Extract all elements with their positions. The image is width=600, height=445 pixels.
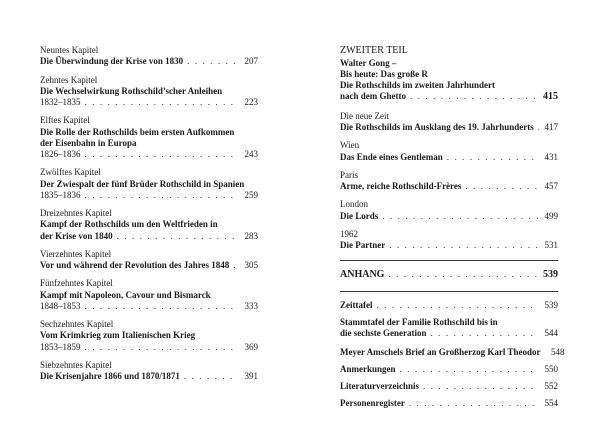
- dot-leader: [184, 371, 238, 382]
- toc-entry-appendix[interactable]: [340, 269, 558, 282]
- toc-entry-section-london[interactable]: [340, 199, 558, 222]
- section-label: Wien: [340, 140, 360, 151]
- dot-leader: [423, 381, 538, 392]
- dot-leader: [400, 364, 538, 375]
- chapter-label: Siebzehntes Kapitel: [40, 359, 112, 370]
- page-number: 259: [244, 189, 258, 200]
- chapter-years: 1848–1853: [40, 300, 81, 311]
- dot-leader: [117, 231, 238, 242]
- appendix-section: [340, 269, 558, 282]
- chapter-title: Der Zwiespalt der fünf Brüder Rothschild in Spanien: [40, 178, 245, 189]
- dot-leader: [85, 301, 239, 312]
- toc-entry-chapter-16[interactable]: [40, 319, 258, 353]
- dot-leader: [410, 91, 538, 102]
- chapter-years: 1826–1836: [40, 149, 81, 159]
- page-number: 283: [244, 230, 258, 241]
- page-number: 243: [244, 149, 258, 159]
- right-page: [340, 45, 565, 416]
- page-number: 369: [244, 341, 258, 352]
- section-label: Paris: [340, 169, 358, 180]
- dot-leader: [233, 260, 238, 271]
- toc-entry-part-two[interactable]: [340, 45, 558, 104]
- section-label: London: [340, 199, 368, 210]
- divider: [340, 260, 558, 261]
- appendix-item-title: Meyer Amschels Brief an Großherzog Karl Theodor: [340, 346, 541, 357]
- page-number: 544: [544, 328, 558, 339]
- chapter-years: 1832–1835: [40, 97, 81, 107]
- toc-entry-chapter-15[interactable]: [40, 278, 258, 312]
- page-number: 531: [544, 240, 558, 250]
- section-title: Die Lords: [340, 210, 379, 221]
- dot-leader: [85, 190, 239, 201]
- chapter-title: Kampf mit Napoleon, Cavour und Bismarck: [40, 289, 211, 300]
- toc-entry-chapter-17[interactable]: [40, 360, 258, 383]
- dot-leader: [389, 240, 538, 251]
- page-number: 305: [244, 260, 258, 270]
- toc-entry-chapter-12[interactable]: [40, 167, 258, 201]
- appendix-item-title: Literaturverzeichnis: [340, 381, 419, 391]
- toc-entry-chapter-11[interactable]: [40, 115, 258, 160]
- chapter-years: 1853–1859: [40, 341, 81, 352]
- section-title: Die Partner: [340, 240, 386, 250]
- chapter-label: Dreizehntes Kapitel: [40, 208, 112, 218]
- appendix-item-title: Zeittafel: [340, 299, 373, 310]
- toc-entry-section-neue-zeit[interactable]: [340, 111, 558, 134]
- toc-entry-section-wien[interactable]: [340, 140, 558, 163]
- chapter-label: Zwölftes Kapitel: [40, 167, 101, 178]
- chapter-title-line-1: Die Rolle der Rothschilds beim ersten Aufkommen: [40, 126, 235, 137]
- toc-entry-anmerkungen[interactable]: [340, 364, 558, 375]
- page-number: 550: [544, 363, 558, 374]
- page-number: 457: [544, 181, 558, 191]
- dot-leader: [388, 269, 538, 280]
- divider: [340, 291, 558, 292]
- chapter-label: Sechzehntes Kapitel: [40, 319, 114, 329]
- chapter-label: Neuntes Kapitel: [40, 45, 99, 55]
- appendix-items: [340, 299, 565, 410]
- page-number: 539: [544, 299, 558, 310]
- dot-leader: [85, 97, 239, 108]
- toc-entry-section-1962[interactable]: [340, 229, 558, 252]
- appendix-item-title-line-1: Stammtafel der Familie Rothschild bis in: [340, 317, 498, 327]
- appendix-item-title: Personenregister: [340, 398, 405, 409]
- dot-leader: [187, 56, 238, 67]
- page-number: 548: [550, 346, 565, 357]
- left-page: [40, 45, 258, 389]
- chapter-title: Die Wechselwirkung Rothschild’scher Anleihen: [40, 85, 223, 96]
- toc-entry-brief[interactable]: [340, 346, 565, 358]
- page-number: 417: [544, 122, 558, 132]
- chapter-label: Elftes Kapitel: [40, 115, 90, 126]
- toc-entry-chapter-14[interactable]: [40, 249, 258, 272]
- page-number: 207: [244, 56, 258, 67]
- chapter-title-line-2: der Krise von 1840: [40, 230, 113, 241]
- chapter-title: Die Überwindung der Krise von 1830: [40, 56, 184, 67]
- dot-leader: [376, 300, 538, 311]
- section-title: Arme, reiche Rothschild-Frères: [340, 181, 462, 191]
- toc-entry-chapter-10[interactable]: [40, 75, 258, 109]
- section-label: Die neue Zeit: [340, 110, 389, 121]
- appendix-item-title: Anmerkungen: [340, 363, 396, 374]
- section-title: Die Rothschilds im Ausklang des 19. Jahrhunderts: [340, 122, 534, 132]
- toc-entry-personenregister[interactable]: [340, 398, 558, 409]
- appendix-item-title-line-2: die sechste Generation: [340, 328, 427, 339]
- toc-entry-stammtafel[interactable]: [340, 317, 558, 340]
- toc-entry-zeittafel[interactable]: [340, 300, 558, 311]
- page-number: 333: [244, 300, 258, 311]
- part-subtitle-line-1: Die Rothschilds im zweiten Jahrhundert: [340, 80, 495, 90]
- chapter-title: Vom Krimkrieg zum Italienischen Krieg: [40, 330, 196, 341]
- chapter-label: Vierzehntes Kapitel: [40, 248, 112, 259]
- page-number: 554: [544, 398, 558, 409]
- dot-leader: [85, 149, 239, 160]
- section-title: Das Ende eines Gentleman: [340, 151, 443, 162]
- chapter-title-line-1: Kampf der Rothschilds um den Weltfrieden in: [40, 219, 218, 230]
- part-label: ZWEITER TEIL: [340, 45, 408, 56]
- dot-leader: [430, 328, 538, 339]
- chapter-label: Fünfzehntes Kapitel: [40, 278, 113, 289]
- part-subtitle-line-2: nach dem Ghetto: [340, 91, 406, 102]
- toc-entry-chapter-13[interactable]: [40, 208, 258, 242]
- chapter-title: Vor und während der Revolution des Jahres 1848: [40, 260, 230, 270]
- page-number: 391: [244, 371, 258, 381]
- dot-leader: [409, 398, 538, 409]
- section-label: 1962: [340, 228, 358, 239]
- part-author: Walter Gong –: [340, 57, 397, 68]
- page-number: 431: [544, 151, 558, 162]
- page-number: 499: [544, 210, 558, 221]
- appendix-title: ANHANG: [340, 269, 385, 281]
- part-title: Bis heute: Das große R: [340, 68, 428, 79]
- chapter-label: Zehntes Kapitel: [40, 74, 98, 85]
- page-number: 223: [244, 97, 258, 107]
- page-number: 552: [544, 381, 558, 391]
- toc-entry-section-paris[interactable]: [340, 170, 558, 193]
- dot-leader: [382, 211, 538, 222]
- page-number: 539: [543, 269, 558, 281]
- page-number: 415: [543, 91, 558, 103]
- dot-leader: [447, 152, 538, 163]
- dot-leader: [465, 181, 538, 192]
- chapter-title-line-2: der Eisenbahn in Europa: [40, 137, 137, 148]
- toc-entry-literaturverzeichnis[interactable]: [340, 381, 558, 392]
- toc-entry-chapter-9[interactable]: [40, 45, 258, 68]
- chapter-title: Die Krisenjahre 1866 und 1870/1871: [40, 371, 180, 381]
- dot-leader: [85, 342, 239, 353]
- chapter-years: 1835–1836: [40, 189, 81, 200]
